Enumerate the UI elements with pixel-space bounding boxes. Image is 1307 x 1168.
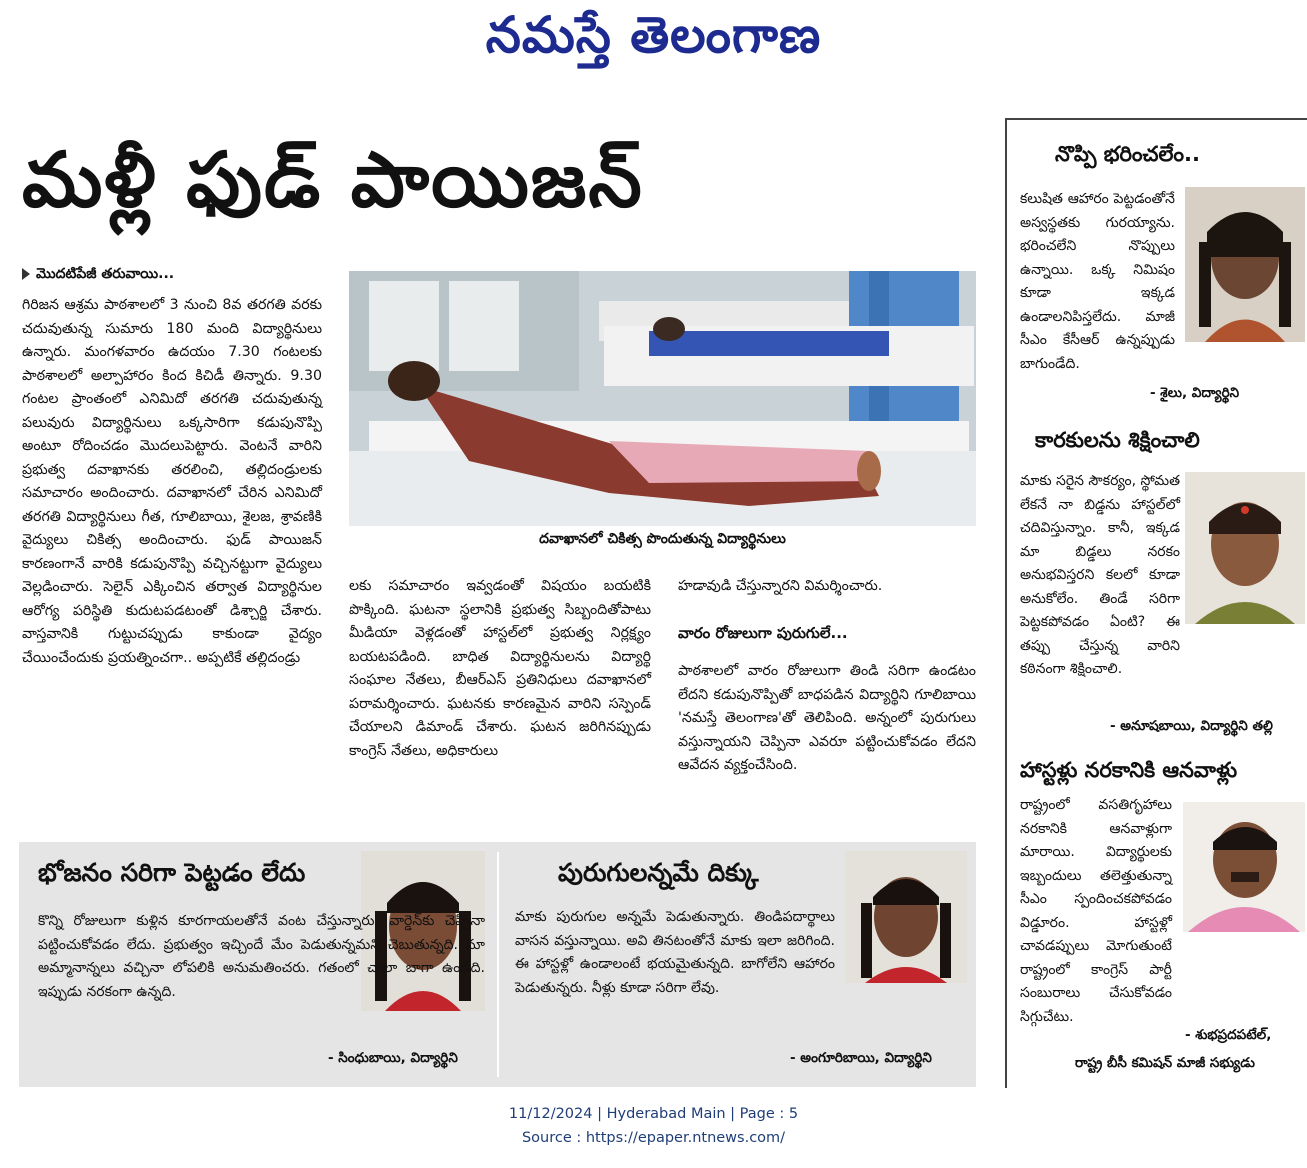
column-3-subhead: వారం రోజులుగా పురుగులే... xyxy=(678,624,848,642)
right-section-2-heading: కారకులను శిక్షించాలి xyxy=(1035,428,1200,452)
right-section-1-heading: నొప్పి భరించలేం.. xyxy=(1055,142,1201,166)
angooribai-portrait xyxy=(845,851,967,983)
masthead-logo: నమస్తే తెలంగాణ xyxy=(485,6,822,64)
bottom-1-body: కొన్ని రోజులుగా కుళ్లిన కూరగాయలతోనే వంట చేస్తున్నారు. వార్డెన్‌కు చెప్పినా పట్టించుకోవడం లేదు. ప్రభుత్వం ఇచ్చిందే మేం పెడుతున్నమని చెబుతున్నది. మా అమ్మానాన్నలు వచ్చినా లోపలికి అనుమతించరు. గతంలో చాలా బాగా ఉండేది. ఇప్పుడు నరకంగా ఉన్నది. xyxy=(38,913,485,1000)
bottom-2-text xyxy=(515,906,835,1000)
right-section-2-signature: - అనూషబాయి, విద్యార్థిని తల్లి xyxy=(1110,718,1273,734)
article-column-3b: పాఠశాలలో వారం రోజులుగా తిండి సరిగా ఉండటం లేదని కడుపునొప్పితో బాధపడిన విద్యార్థిని గూలిబాయి 'నమస్తే తెలంగాణ'తో తెలిపింది. అన్నంలో పురుగులు వస్తున్నాయని చెప్పినా ఎవరూ పట్టించుకోవడం లేదని ఆవేదన వ్యక్తంచేసింది. xyxy=(678,663,976,773)
right-section-1-text: కలుషిత ఆహారం పెట్టడంతోనే అస్వస్థతకు గురయ్యాను. భరించలేని నొప్పులు ఉన్నాయి. ఒక్క నిమిషం కూడా ఇక్కడ ఉండాలనిపిస్తలేదు. మాజీ సీఎం కేసీఆర్ ఉన్నప్పుడు బాగుండేది. xyxy=(1020,191,1175,372)
headline: మళ్లీ ఫుడ్ పాయిజన్ xyxy=(22,135,644,224)
right-section-2-body: మాకు సరైన సౌకర్యం, స్థోమత లేకనే నా బిడ్డను హాస్టల్‌లో చదివిస్తున్నాం. కానీ, ఇక్కడ మా బిడ్డలు నరకం అనుభవిస్తరని కలలో కూడా అనుకోలేం. తిండే సరిగా పెట్టకపోవడం ఏంటి? ఈ తప్పు చేస్తున్న వారిని కఠినంగా శిక్షించాలి. xyxy=(1020,473,1180,677)
bottom-1-signature: - సింధుబాయి, విద్యార్థిని xyxy=(328,1050,458,1066)
bottom-1-text-wrap xyxy=(38,910,485,1004)
right-section-1-signature: - శైలు, విద్యార్థిని xyxy=(1150,385,1240,401)
continued-text: మొదటిపేజీ తరువాయి... xyxy=(36,266,175,282)
continued-label xyxy=(22,266,174,285)
right-section-3-heading: హాస్టళ్లు నరకానికి ఆనవాళ్లు xyxy=(1020,758,1238,782)
article-column-2: లకు సమాచారం ఇవ్వడంతో విషయం బయటికి పొక్కింది. ఘటనా స్థలానికి ప్రభుత్వ సిబ్బందితోపాటు మీడియా వెళ్లడంతో హాస్టల్‌లో ప్రభుత్వ నిర్లక్ష్యం బయటపడింది. బాధిత విద్యార్థినులను విద్యార్థి సంఘాల నేతలు, బీఆర్ఎస్ ప్రతినిధులు దవాఖానలో పరామర్శించారు. ఘటనకు కారణమైన వారిని సస్పెండ్ చేయాలని డిమాండ్ చేశారు. ఘటన జరిగినప్పుడు కాంగ్రెస్ నేతలు, అధికారులు xyxy=(349,578,651,759)
right-section-3-body: రాష్ట్రంలో వసతిగృహాలు నరకానికి ఆనవాళ్లుగా మారాయి. విద్యార్థులకు ఇబ్బందులు తలెత్తుతున్నా సీఎం స్పందించకపోవడం విడ్డూరం. హాస్టళ్లో చావడప్పులు మోగుతుంటే రాష్ట్రంలో కాంగ్రెస్ పార్టీ సంబురాలు చేసుకోవడం సిగ్గుచేటు. xyxy=(1020,797,1172,1025)
right-section-3-text xyxy=(1020,794,1307,1029)
bottom-divider xyxy=(497,852,499,1077)
article-column-1: గిరిజన ఆశ్రమ పాఠశాలలో 3 నుంచి 8వ తరగతి వరకు చదువుతున్న సుమారు 180 మంది విద్యార్థినులు ఉన్నారు. మంగళవారం ఉదయం 7.30 గంటలకు పాఠశాలలో అల్పాహారం కింద కిచిడీ తిన్నారు. 9.30 గంటల ప్రాంతంలో ఎనిమిదో తరగతి చదువుతున్న పలువురు విద్యార్థినులు ఒక్కసారిగా కడుపునొప్పి అంటూ రోదించడం మొదలుపెట్టారు. వెంటనే వారిని ప్రభుత్వ దవాఖానకు తరలించి, తల్లిదండ్రులకు సమాచారం అందించారు. దవాఖానలో చేరిన ఎనిమిదో తరగతి విద్యార్థినులు గీత, గూలిబాయి, శైలజ, శ్రావణికి వైద్యులు చికిత్స అందించారు. ఫుడ్ పాయిజన్ కారణంగానే వారికి కడుపునొప్పి వచ్చినట్టుగా వైద్యులు వెల్లడించారు. సెలైన్ ఎక్కించిన తర్వాత విద్యార్థినుల ఆరోగ్య పరిస్థితి కుదుటపడటంతో డిశ్చార్జి చేశారు. వాస్తవానికి గుట్టుచప్పుడు కాకుండా వైద్యం చేయించేందుకు ప్రయత్నించగా.. అప్పటికే తల్లిదండ్రు xyxy=(22,297,322,666)
shailu-portrait xyxy=(1185,187,1305,342)
right-section-3-signature-name: - శుభప్రదపటేల్, xyxy=(1185,1027,1272,1043)
right-section-2-text xyxy=(1020,470,1307,682)
footer-date-line: 11/12/2024 | Hyderabad Main | Page : 5 xyxy=(508,1106,799,1122)
article-column-3a: హడావుడి చేస్తున్నారని విమర్శించారు. xyxy=(678,578,883,594)
photo-caption: దవాఖానలో చికిత్స పొందుతున్న విద్యార్థినులు xyxy=(539,531,786,547)
footer-source-line: Source : https://epaper.ntnews.com/ xyxy=(521,1130,786,1146)
arrow-right-icon xyxy=(22,268,30,280)
bottom-2-heading: పురుగులన్నమే దిక్కు xyxy=(558,858,759,887)
bottom-1-heading: భోజనం సరిగా పెట్టడం లేదు xyxy=(38,858,306,887)
hospital-photo xyxy=(349,271,976,526)
bottom-2-body: మాకు పురుగుల అన్నమే పెడుతున్నారు. తిండిపదార్థాలు వాసన వస్తున్నాయి. అవి తినటంతోనే మాకు ఇలా జరిగింది. ఈ హాస్టళ్లో ఉండాలంటే భయమైతున్నది. బాగోలేని ఆహారం పెడుతున్నరు. నీళ్లు కూడా సరిగా లేవు. xyxy=(515,909,835,996)
bottom-2-signature: - అంగూరిబాయి, విద్యార్థిని xyxy=(790,1050,932,1066)
right-section-3-signature-title: రాష్ట్ర బీసీ కమిషన్ మాజీ సభ్యుడు xyxy=(1075,1055,1255,1071)
